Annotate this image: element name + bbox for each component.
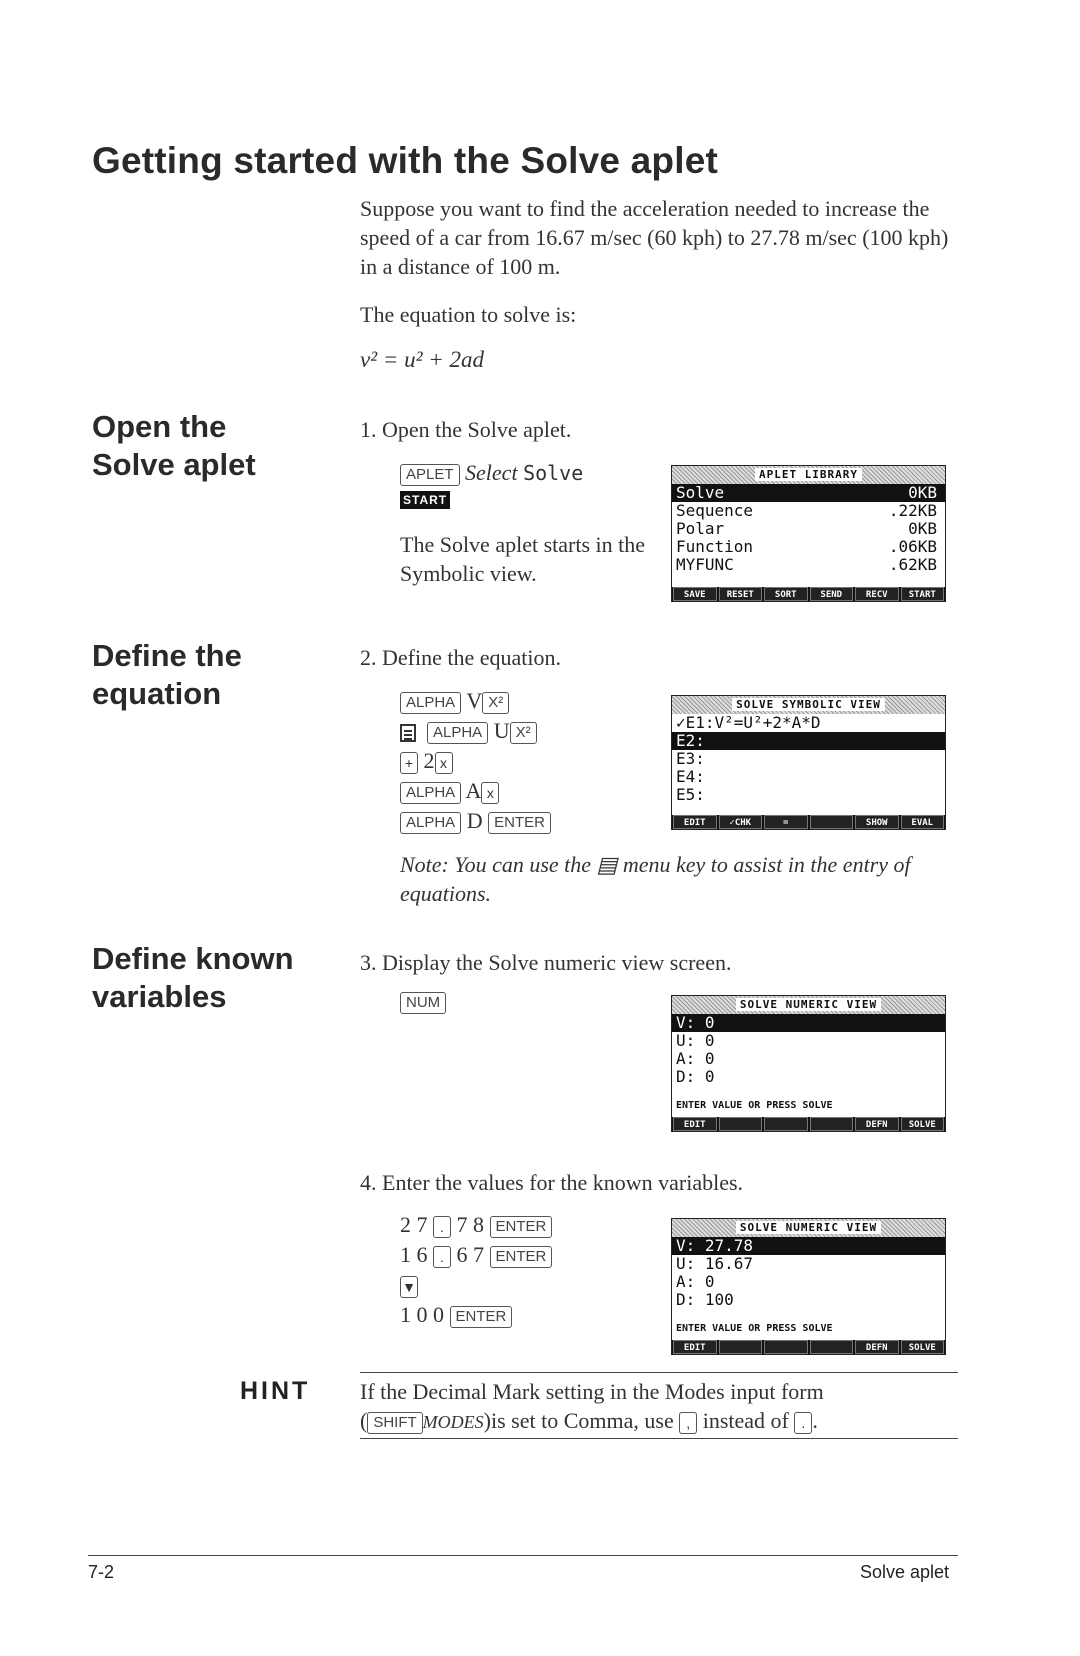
library-row — [672, 556, 945, 574]
step-1: 1. Open the Solve aplet. — [360, 417, 572, 442]
numeric-view-screen-empty: SOLVE NUMERIC VIEW V: 0 U: 0 A: 0 D: 0 ENTER VALUE OR PRESS SOLVE EDIT DEFN SOLVE — [671, 995, 946, 1132]
softkey: EDIT — [673, 1340, 717, 1354]
screen-row: D: 0 — [676, 1067, 715, 1086]
library-row-name: MYFUNC — [676, 555, 734, 574]
softkey: EDIT — [673, 815, 717, 829]
screen-row: U: 16.67 — [676, 1254, 754, 1273]
step-2: 2. Define the equation. — [360, 645, 561, 670]
aplet-library-screen: APLET LIBRARY Solve 0KB Sequence .22KB Polar 0KB Function .06KB MYFUNC .62KB SAVE RESET SORT SEND RECV START — [671, 465, 946, 602]
screen-row: A: 0 — [676, 1049, 715, 1068]
equation-intro: The equation to solve is: — [360, 302, 577, 327]
library-row-name: Solve — [676, 483, 725, 502]
softkey: START — [901, 587, 945, 601]
define-keys: ALPHA V X² ALPHA U X² + 2 x ALPHA A x ALPHA D ENTER — [400, 686, 551, 836]
open-desc: The Solve aplet starts in the Symbolic view. — [400, 532, 645, 586]
equation: v² = u² + 2ad — [360, 347, 485, 372]
down-arrow-key: ▼ — [400, 1276, 418, 1298]
section-heading-define: Define the equation — [92, 638, 242, 711]
library-row-size: .62KB — [888, 555, 937, 574]
library-row-size: .06KB — [888, 537, 937, 556]
symbolic-view-screen: SOLVE SYMBOLIC VIEW ✓E1:V²=U²+2*A*D E2: E3: E4: E5: EDIT ✓CHK = SHOW EVAL — [671, 695, 946, 830]
softkey — [764, 1340, 808, 1354]
library-row-name: Sequence — [676, 501, 754, 520]
screen-row: ✓E1:V²=U²+2*A*D — [676, 713, 821, 732]
num-key: NUM — [400, 992, 446, 1014]
softkey: RESET — [719, 587, 763, 601]
softkey: SEND — [810, 587, 854, 601]
screen-row: V: 27.78 — [672, 1237, 945, 1255]
open-keys: APLET Select Solve — [400, 458, 583, 488]
softkey: SOLVE — [901, 1117, 945, 1131]
library-row-name: Function — [676, 537, 754, 556]
softkey: SHOW — [855, 815, 899, 829]
hint-top-rule — [360, 1372, 958, 1373]
softkey: EVAL — [901, 815, 945, 829]
section-heading-known: Define known variables — [92, 941, 294, 1014]
softkey: EDIT — [673, 1117, 717, 1131]
page-title: Getting started with the Solve aplet — [92, 140, 719, 181]
screen-row: D: 100 — [676, 1290, 734, 1309]
softkey — [719, 1340, 763, 1354]
start-softkey: START — [400, 491, 450, 509]
footer-rule — [88, 1555, 958, 1556]
screen-row: U: 0 — [676, 1031, 715, 1050]
screen-row: E5: — [676, 785, 705, 804]
softkey: ✓CHK — [719, 815, 763, 829]
library-row — [672, 484, 945, 502]
softkey: DEFN — [855, 1340, 899, 1354]
library-row — [672, 520, 945, 538]
library-row — [672, 538, 945, 556]
softkey: SAVE — [673, 587, 717, 601]
softkey: SORT — [764, 587, 808, 601]
screen-row: A: 0 — [676, 1272, 715, 1291]
screen-row: E2: — [672, 732, 945, 750]
softkey — [764, 1117, 808, 1131]
page-number: 7-2 — [88, 1562, 115, 1582]
softkey — [810, 815, 854, 829]
step-4: 4. Enter the values for the known variables. — [360, 1170, 744, 1195]
section-heading-open: Open the Solve aplet — [92, 409, 256, 482]
library-row-size: 0KB — [908, 483, 937, 502]
library-row-name: Polar — [676, 519, 725, 538]
note: Note: You can use the ▤ menu key to assist in the entry of equations. — [400, 852, 911, 906]
softkey: = — [764, 815, 808, 829]
softkey — [719, 1117, 763, 1131]
screen-row: E3: — [676, 749, 705, 768]
softkey — [810, 1117, 854, 1131]
menu-key-icon — [400, 724, 416, 742]
softkey: SOLVE — [901, 1340, 945, 1354]
hint-bottom-rule — [360, 1438, 958, 1439]
softkey: DEFN — [855, 1117, 899, 1131]
library-row-size: .22KB — [888, 501, 937, 520]
numeric-view-screen-filled: SOLVE NUMERIC VIEW V: 27.78 U: 16.67 A: 0 D: 100 ENTER VALUE OR PRESS SOLVE EDIT DEFN SOLVE — [671, 1218, 946, 1355]
intro-paragraph: Suppose you want to find the acceleration needed to increase the speed of a car from 16.67 m/sec (60 kph) to 27.78 m/sec (100 kph) in a distance of 100 m. — [360, 196, 949, 279]
screen-row: V: 0 — [672, 1014, 945, 1032]
value-keys: 2 7 . 7 8 ENTER 1 6 . 6 7 ENTER ▼ 1 0 0 ENTER — [400, 1210, 552, 1330]
hint-label: HINT — [240, 1377, 311, 1405]
library-row-size: 0KB — [908, 519, 937, 538]
hint-text: If the Decimal Mark setting in the Modes input form ( SHIFT MODES)is set to Comma, use , instead of . . — [360, 1379, 824, 1433]
step-3: 3. Display the Solve numeric view screen. — [360, 950, 732, 975]
aplet-key: APLET — [400, 464, 460, 486]
library-row — [672, 502, 945, 520]
softkey — [810, 1340, 854, 1354]
chapter-name: Solve aplet — [860, 1562, 950, 1582]
softkey: RECV — [855, 587, 899, 601]
screen-row: E4: — [676, 767, 705, 786]
